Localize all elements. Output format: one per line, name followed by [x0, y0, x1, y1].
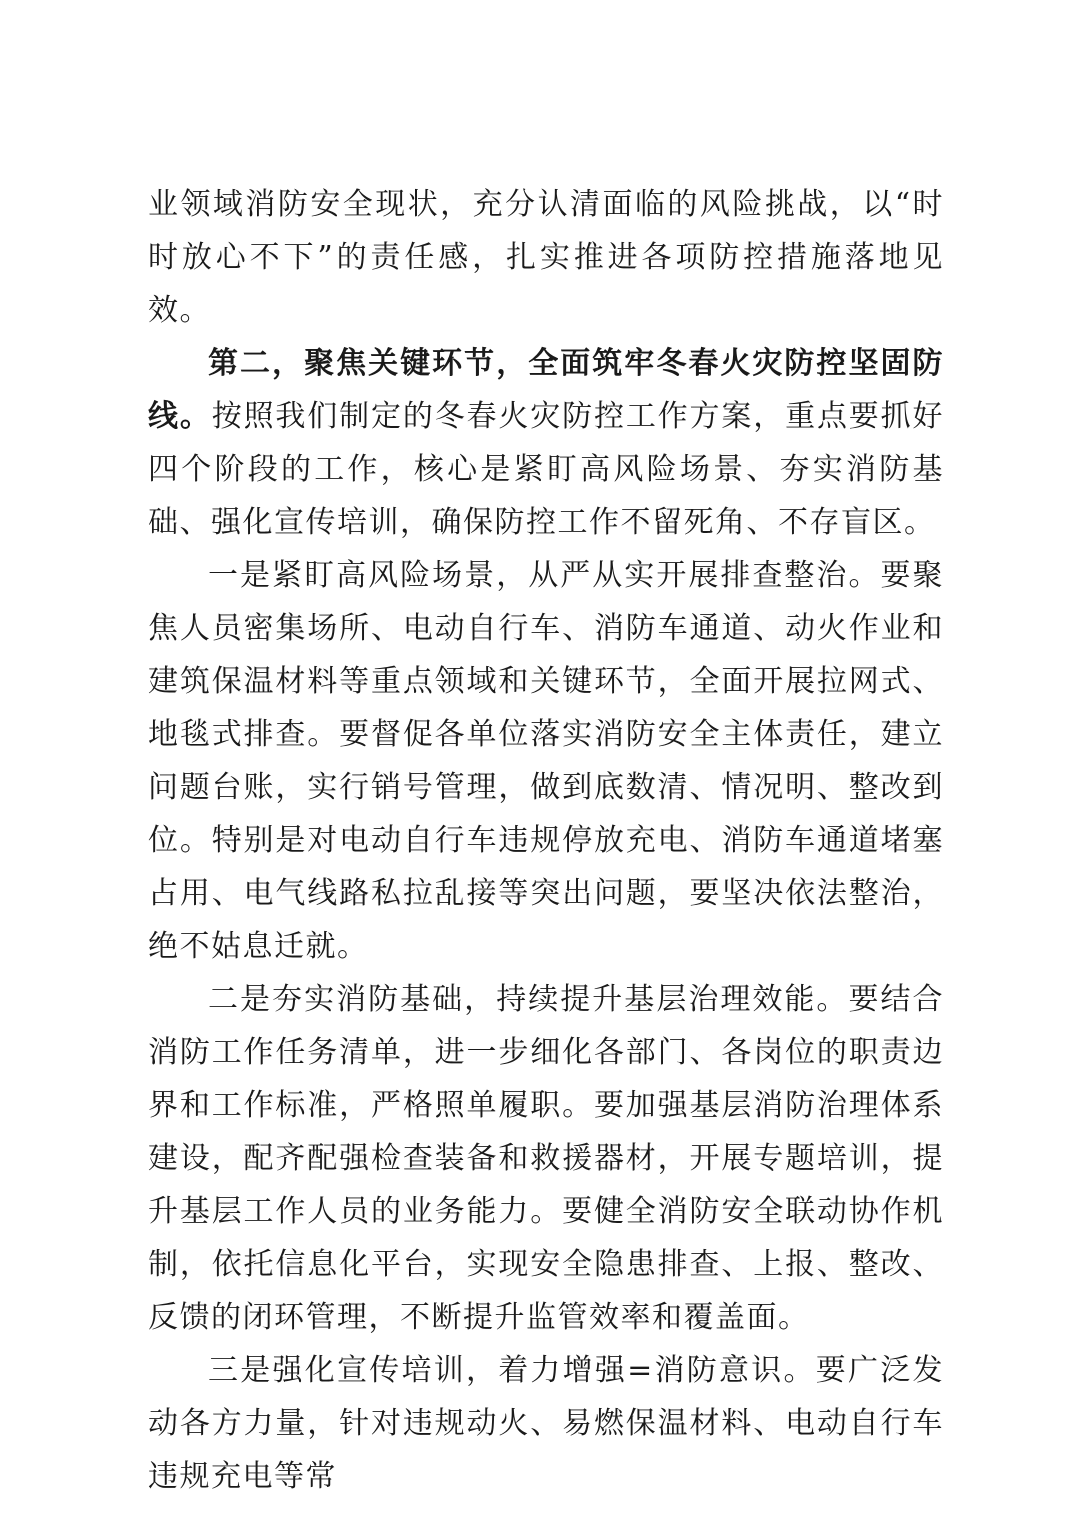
- paragraph-text: 三是强化宣传培训，着力增强=消防意识。要广泛发动各方力量，针对违规动火、易燃保温材料、电动自行车违规充电等常: [148, 1353, 944, 1494]
- paragraph-continuation: [148, 178, 944, 337]
- paragraph-section-two: [148, 337, 944, 549]
- paragraph-point-three: [148, 1344, 944, 1503]
- paragraph-heading: 第二，聚焦关键环节，全面筑牢冬春火灾防控坚固防线。: [148, 346, 944, 434]
- paragraph-point-two: [148, 973, 944, 1344]
- paragraph-text: 业领域消防安全现状，充分认清面临的风险挑战，以“时时放心不下”的责任感，扎实推进各项防控措施落地见效。: [148, 187, 944, 328]
- paragraph-text: 按照我们制定的冬春火灾防控工作方案，重点要抓好四个阶段的工作，核心是紧盯高风险场景、夯实消防基础、强化宣传培训，确保防控工作不留死角、不存盲区。: [148, 399, 945, 540]
- document-body: [148, 178, 944, 1503]
- paragraph-text: 一是紧盯高风险场景，从严从实开展排查整治。要聚焦人员密集场所、电动自行车、消防车通道、动火作业和建筑保温材料等重点领域和关键环节，全面开展拉网式、地毯式排查。要督促各单位落实消防安全主体责任，建立问题台账，实行销号管理，做到底数清、情况明、整改到位。特别是对电动自行车违规停放充电、消防车通道堵塞占用、电气线路私拉乱接等突出问题，要坚决依法整治，绝不姑息迁就。: [148, 558, 944, 964]
- paragraph-point-one: [148, 549, 944, 973]
- paragraph-text: 二是夯实消防基础，持续提升基层治理效能。要结合消防工作任务清单，进一步细化各部门、各岗位的职责边界和工作标准，严格照单履职。要加强基层消防治理体系建设，配齐配强检查装备和救援器材，开展专题培训，提升基层工作人员的业务能力。要健全消防安全联动协作机制，依托信息化平台，实现安全隐患排查、上报、整改、反馈的闭环管理，不断提升监管效率和覆盖面。: [148, 982, 944, 1335]
